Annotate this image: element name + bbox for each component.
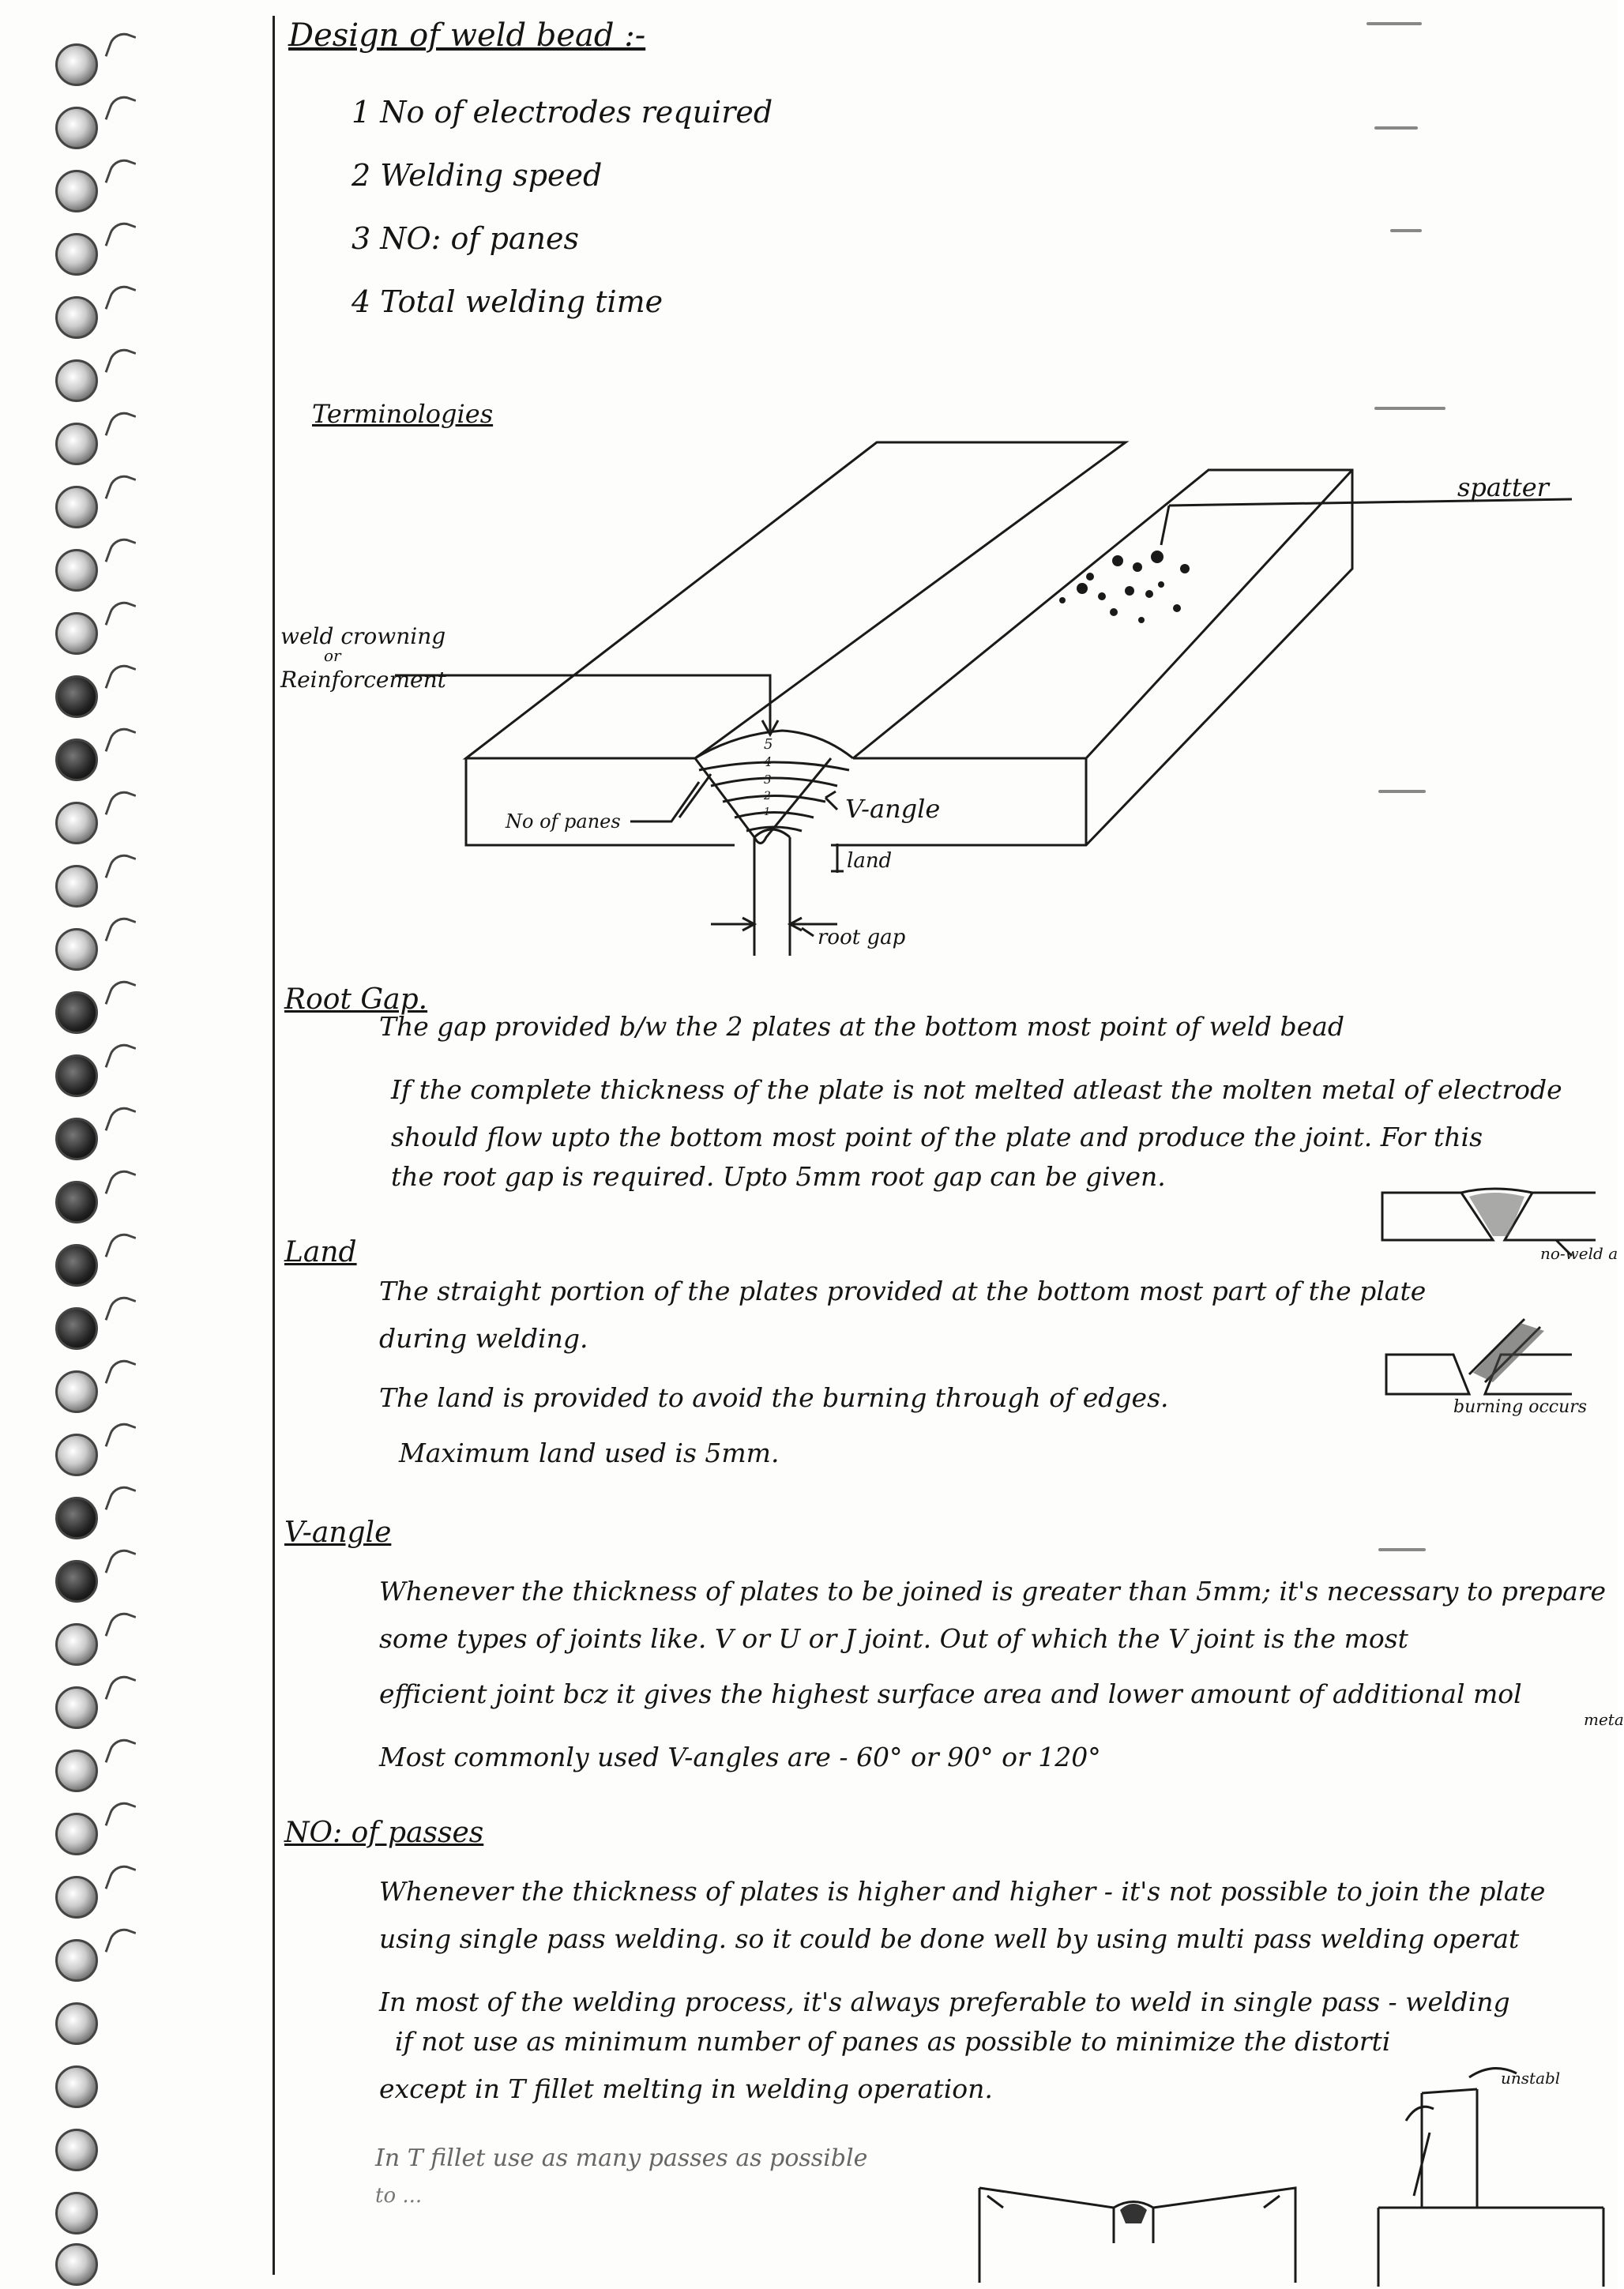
list-item: 3 NO: of panes bbox=[351, 221, 580, 256]
binding-hole bbox=[55, 1118, 98, 1160]
binding-hole bbox=[55, 1813, 98, 1855]
v-angle-line: Most commonly used V-angles are - 60° or 90° or 120° bbox=[379, 1742, 1101, 1772]
binding-hole bbox=[55, 991, 98, 1034]
passes-faint-line: In T fillet use as many passes as possible bbox=[375, 2144, 868, 2172]
binding-hole bbox=[55, 1686, 98, 1729]
binding-hole bbox=[55, 2002, 98, 2045]
binding-hole bbox=[55, 1307, 98, 1350]
binding-hook bbox=[105, 1798, 137, 1833]
binding-hole bbox=[55, 2129, 98, 2171]
or-label: or bbox=[324, 646, 341, 665]
no-weld-label: no-weld a bbox=[1540, 1244, 1618, 1263]
land-label: land bbox=[847, 849, 893, 873]
binding-hook bbox=[105, 1671, 137, 1707]
no-of-panes-label: No of panes bbox=[506, 810, 621, 833]
binding-hook bbox=[105, 1608, 137, 1644]
passes-line: Whenever the thickness of plates is higher and higher - it's not possible to join the plate bbox=[379, 1876, 1546, 1907]
passes-line: except in T fillet melting in welding operation. bbox=[379, 2073, 993, 2104]
binding-hook bbox=[105, 1103, 137, 1138]
land-heading: Land bbox=[284, 1236, 357, 1269]
binding-hook bbox=[105, 1229, 137, 1265]
terminologies-heading: Terminologies bbox=[312, 399, 494, 429]
binding-hook bbox=[105, 1482, 137, 1517]
binding-hook bbox=[105, 1292, 137, 1328]
spatter-label: spatter bbox=[1457, 472, 1549, 502]
overflow-text: meta bbox=[1584, 1710, 1624, 1729]
binding-hole bbox=[55, 2192, 98, 2234]
passes-heading: NO: of passes bbox=[284, 1817, 484, 1849]
binding-hole bbox=[55, 1434, 98, 1476]
binding-hole bbox=[55, 1876, 98, 1919]
v-angle-line: efficient joint bcz it gives the highest surface area and lower amount of additional mol bbox=[379, 1678, 1522, 1709]
binding-hook bbox=[105, 1545, 137, 1580]
reinforcement-label: Reinforcement bbox=[280, 667, 446, 693]
binding-hole bbox=[55, 1370, 98, 1413]
list-item: 1 No of electrodes required bbox=[351, 95, 773, 130]
list-item: 4 Total welding time bbox=[351, 284, 664, 319]
passes-line: using single pass welding. so it could be done well by using multi pass welding operat bbox=[379, 1923, 1520, 1954]
pass-number: 1 bbox=[764, 806, 771, 818]
ink-smudge bbox=[1378, 1548, 1426, 1551]
pass-number: 3 bbox=[764, 772, 772, 787]
burning-label: burning occurs bbox=[1453, 1397, 1588, 1417]
land-line: The straight portion of the plates provided at the bottom most part of the plate bbox=[379, 1276, 1427, 1306]
weld-crowning-label: weld crowning bbox=[280, 623, 446, 649]
binding-hook bbox=[105, 1166, 137, 1201]
list-item: 2 Welding speed bbox=[351, 158, 603, 193]
weld-bead-diagram bbox=[0, 0, 1618, 987]
distortion-sketch bbox=[972, 2164, 1303, 2283]
binding-hole bbox=[55, 1939, 98, 1982]
passes-line: In most of the welding process, it's always preferable to weld in single pass - welding bbox=[379, 1986, 1510, 2017]
root-gap-line: The gap provided b/w the 2 plates at the bottom most point of weld bead bbox=[379, 1011, 1344, 1042]
land-line: Maximum land used is 5mm. bbox=[399, 1438, 780, 1468]
land-line: The land is provided to avoid the burning through of edges. bbox=[379, 1382, 1169, 1413]
v-angle-heading: V-angle bbox=[284, 1517, 392, 1549]
root-gap-line: should flow upto the bottom most point of the plate and produce the joint. For this bbox=[391, 1122, 1483, 1152]
binding-hole bbox=[55, 1054, 98, 1097]
binding-hook bbox=[105, 1924, 137, 1960]
root-gap-line: the root gap is required. Upto 5mm root gap can be given. bbox=[391, 1161, 1166, 1192]
binding-hook bbox=[105, 1861, 137, 1896]
binding-hole bbox=[55, 2065, 98, 2108]
page-title: Design of weld bead :- bbox=[288, 17, 646, 54]
no-weld-sketch bbox=[1374, 1177, 1618, 1264]
v-angle-line: some types of joints like. V or U or J joint. Out of which the V joint is the most bbox=[379, 1623, 1408, 1654]
binding-hole bbox=[55, 2243, 98, 2286]
binding-hook bbox=[105, 1355, 137, 1391]
binding-hook bbox=[105, 1419, 137, 1454]
t-fillet-sketch bbox=[1374, 2062, 1611, 2287]
binding-hole bbox=[55, 1623, 98, 1666]
binding-hole bbox=[55, 1560, 98, 1603]
pass-number: 4 bbox=[764, 754, 773, 769]
v-angle-label: V-angle bbox=[845, 794, 941, 824]
pass-number: 2 bbox=[764, 790, 771, 802]
passes-faint-line: to ... bbox=[375, 2184, 423, 2208]
v-angle-line: Whenever the thickness of plates to be joined is greater than 5mm; it's necessary to prepare bbox=[379, 1576, 1607, 1607]
binding-hole bbox=[55, 1750, 98, 1792]
passes-line: if not use as minimum number of panes as possible to minimize the distorti bbox=[395, 2026, 1391, 2057]
binding-hole bbox=[55, 1244, 98, 1287]
burning-sketch bbox=[1382, 1311, 1603, 1417]
binding-hook bbox=[105, 1039, 137, 1075]
unstable-label: unstabl bbox=[1501, 2069, 1561, 2088]
binding-hole bbox=[55, 1181, 98, 1223]
root-gap-heading: Root Gap. bbox=[284, 983, 428, 1016]
pass-number: 5 bbox=[764, 736, 773, 753]
root-gap-label: root gap bbox=[818, 926, 906, 949]
binding-hook bbox=[105, 1735, 137, 1770]
land-line: during welding. bbox=[379, 1323, 588, 1354]
root-gap-line: If the complete thickness of the plate is not melted atleast the molten metal of electrode bbox=[391, 1074, 1562, 1105]
binding-hole bbox=[55, 1497, 98, 1539]
